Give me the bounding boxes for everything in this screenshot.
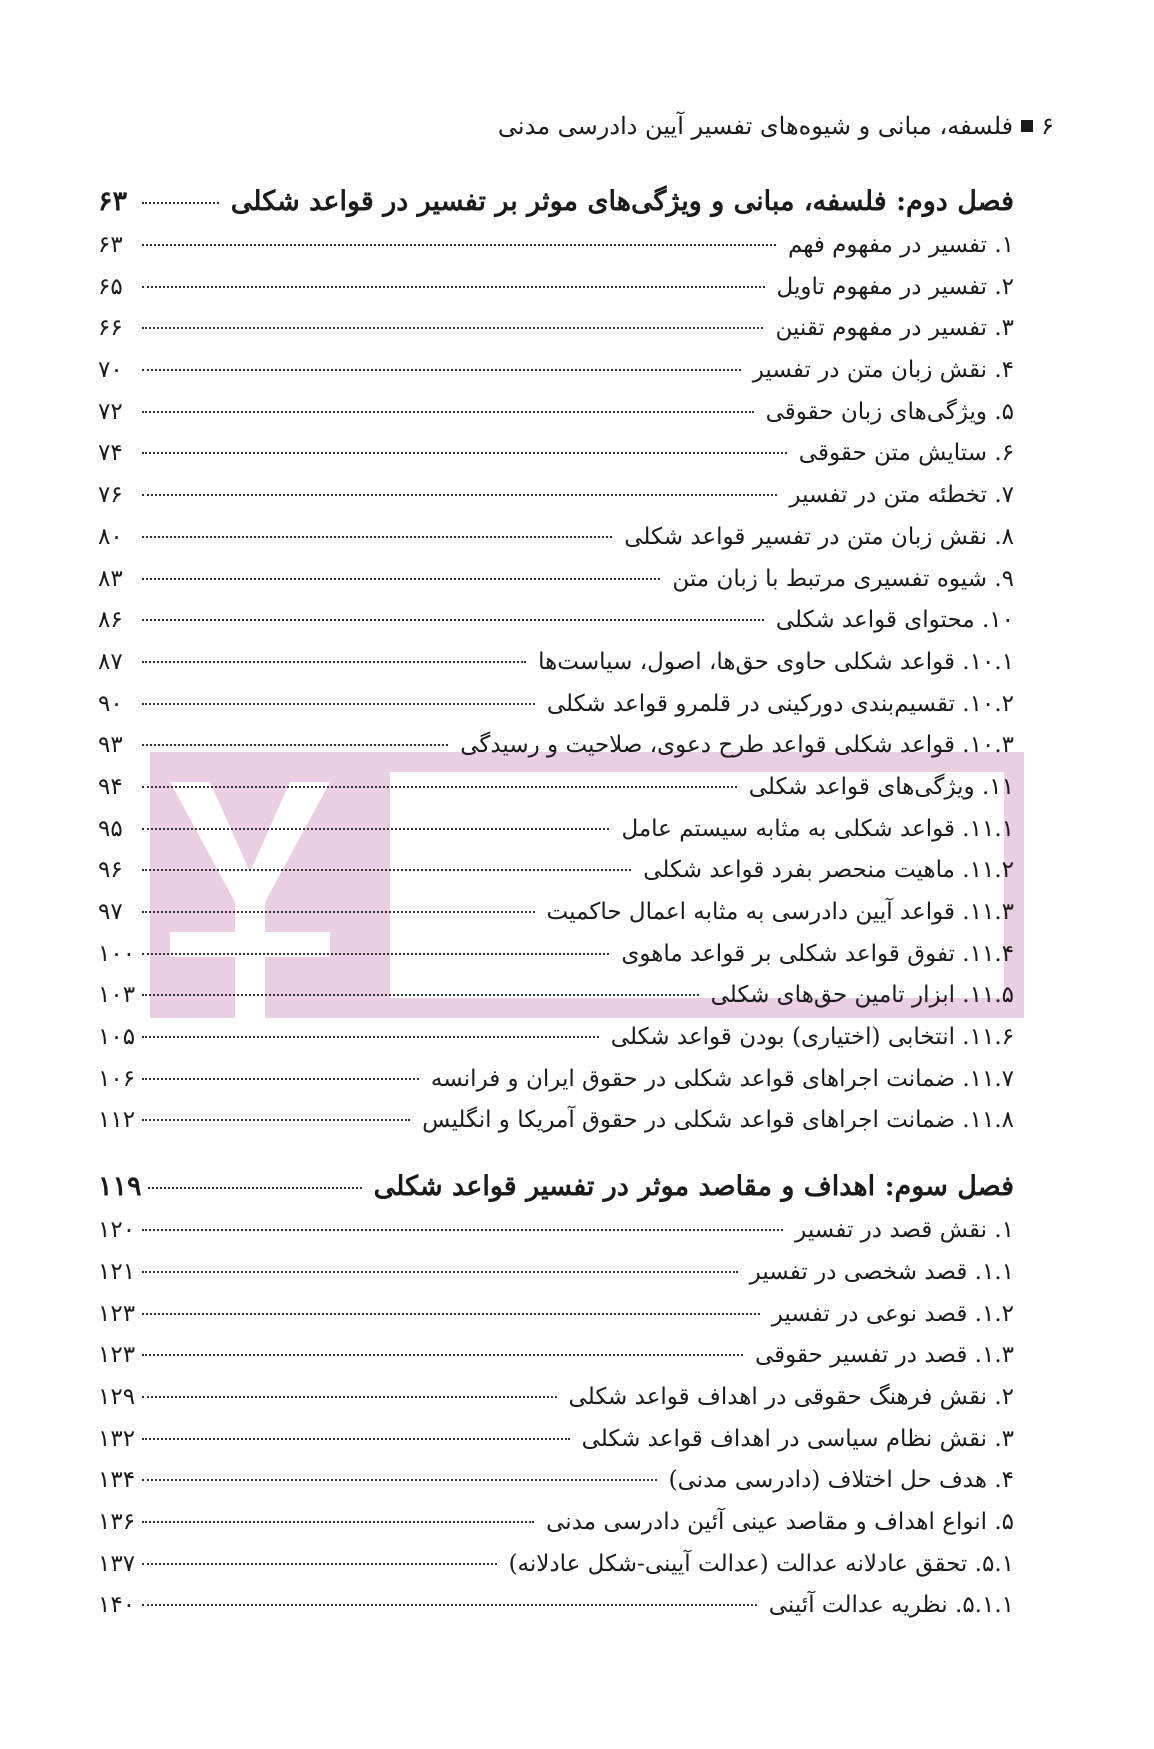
toc-entry-title: ۵. انواع اهداف و مقاصد عینی آئین دادرسی مدنی [546,1508,1014,1535]
toc-page-number: ۹۷ [98,899,123,925]
toc-page-number: ۶۳ [98,186,128,217]
toc-leader-dots [142,1438,570,1440]
toc-leader-dots [142,327,763,329]
toc-entry-title: ۵. ویژگی‌های زبان حقوقی [765,398,1014,425]
toc-leader-dots [142,786,737,788]
toc-entry-title: ۱.۱. قصد شخصی در تفسیر [749,1258,1014,1285]
toc-page-number: ۹۰ [98,690,123,717]
toc-entry-title: ۱.۳. قصد در تفسیر حقوقی [754,1342,1014,1369]
square-bullet-icon [1021,120,1033,132]
toc-entry [98,1426,1014,1468]
toc-entry-title: ۵.۱.۱. نظریه عدالت آئینی [768,1592,1014,1619]
toc-entry [98,732,1014,774]
toc-page-number: ۹۶ [98,857,123,884]
toc-entry-title: ۳. نقش نظام سیاسی در اهداف قواعد شکلی [581,1425,1014,1452]
toc-leader-dots [142,202,219,204]
toc-section-chapter-3 [98,1171,1014,1634]
toc-entry [98,482,1014,524]
toc-entry-title: ۲. نقش فرهنگ حقوقی در اهداف قواعد شکلی [568,1383,1014,1410]
toc-entry-title: ۱. تفسیر در مفهوم فهم [787,232,1014,258]
toc-entry-title: ۱.۲. قصد نوعی در تفسیر [771,1300,1014,1327]
toc-page-number: ۹۴ [98,773,123,800]
toc-leader-dots [142,911,535,913]
toc-leader-dots [142,744,448,746]
toc-section-chapter-2 [98,186,1014,1149]
toc-entry [98,1592,1014,1634]
toc-page-number: ۱۳۶ [98,1508,136,1535]
toc-page-number: ۱۰۳ [98,982,136,1009]
toc-leader-dots [142,703,535,705]
toc-entry [98,607,1014,649]
toc-entry [98,232,1014,274]
toc-entry-title: ۴. نقش زبان متن در تفسیر [752,357,1014,384]
toc-leader-dots [142,536,612,538]
toc-entry-title: ۱۰.۳. قواعد شکلی قواعد طرح دعوی، صلاحیت و رسیدگی [460,732,1014,759]
toc-page-number: ۸۳ [98,565,123,592]
toc-entry [98,1066,1014,1108]
toc-entry [98,1217,1014,1259]
toc-entry-title: ۱۰.۱. قواعد شکلی حاوی حق‌ها، اصول، سیاست‌ها [538,648,1014,675]
toc-entry [98,1342,1014,1384]
toc-leader-dots [142,1479,657,1481]
toc-leader-dots [142,1563,497,1565]
toc-entry-title: ۱۰. محتوای قواعد شکلی [775,607,1014,634]
toc-leader-dots [142,1521,534,1523]
toc-page-number: ۹۳ [98,732,123,759]
toc-leader-dots [142,869,631,871]
toc-page-number: ۸۶ [98,607,123,634]
toc-leader-dots [142,1119,410,1121]
toc-page-number: ۱۲۳ [98,1342,136,1369]
toc-page-number: ۸۷ [98,648,123,675]
toc-entry-title: ۵.۱. تحقق عادلانه عدالت (عدالت آیینی-شکل عادلانه) [508,1550,1014,1577]
toc-leader-dots [142,994,699,996]
toc-entry [98,774,1014,816]
toc-entry-title: ۲. تفسیر در مفهوم تاویل [776,273,1014,300]
toc-leader-dots [142,619,764,621]
toc-page-number: ۷۴ [98,440,123,467]
toc-entry-title: ۹. شیوه تفسیری مرتبط با زبان متن [672,565,1014,592]
toc-leader-dots [142,1604,757,1606]
toc-page-number: ۱۴۰ [98,1592,136,1619]
toc-entry-title: ۸. نقش زبان متن در تفسیر قواعد شکلی [624,523,1014,550]
toc-entry [98,399,1014,441]
toc-chapter-heading [98,186,1014,232]
toc-entry [98,1509,1014,1551]
toc-entry [98,566,1014,608]
toc-leader-dots [142,1036,599,1038]
toc-page-number: ۱۱۹ [98,1171,142,1203]
toc-page-number: ۷۶ [98,482,123,509]
toc-entry [98,691,1014,733]
toc-entry-title: ۱۱.۵. ابزار تامین حق‌های شکلی [710,982,1014,1009]
toc-leader-dots [142,452,787,454]
toc-page-number: ۸۰ [98,523,123,550]
toc-leader-dots [142,828,609,830]
toc-page-number: ۱۰۶ [98,1065,136,1092]
toc-page-number: ۱۲۹ [98,1383,136,1410]
toc-leader-dots [142,1313,760,1315]
toc-leader-dots [142,953,609,955]
toc-page-number: ۱۰۰ [98,940,136,967]
toc-entry-title: ۴. هدف حل اختلاف (دادرسی مدنی) [668,1467,1014,1494]
toc-entry [98,982,1014,1024]
toc-entry-title: ۱۱. ویژگی‌های قواعد شکلی [748,773,1014,800]
toc-leader-dots [142,578,660,580]
toc-chapter-heading [98,1171,1014,1217]
toc-page-number: ۱۰۵ [98,1024,136,1051]
toc-entry-title: ۱۰.۲. تقسیم‌بندی دورکینی در قلمرو قواعد شکلی [546,690,1014,717]
toc-leader-dots [142,494,777,496]
toc-page-number: ۱۲۳ [98,1300,136,1327]
toc-entry-title: ۱۱.۱. قواعد شکلی به مثابه سیستم عامل [621,815,1014,842]
toc-entry [98,1024,1014,1066]
toc-entry-title: ۷. تخطئه متن در تفسیر [789,482,1014,509]
toc-page-number: ۱۳۲ [98,1425,136,1452]
toc-entry-title: ۱۱.۳. قواعد آیین دادرسی به مثابه اعمال حاکمیت [546,899,1014,925]
toc-page-number: ۱۲۰ [98,1217,136,1244]
toc-entry-title: ۱۱.۶. انتخابی (اختیاری) بودن قواعد شکلی [610,1024,1014,1051]
header-page-number: ۶ [1041,112,1054,140]
toc-entry-title: ۱۱.۸. ضمانت اجراهای قواعد شکلی در حقوق آمریکا و انگلیس [422,1107,1014,1134]
toc-leader-dots [148,1187,362,1189]
toc-entry [98,1384,1014,1426]
toc-entry-title: ۱۱.۲. ماهیت منحصر بفرد قواعد شکلی [643,857,1014,884]
toc-entry-title: ۳. تفسیر در مفهوم تقنین [775,315,1014,342]
toc-entry [98,816,1014,858]
toc-chapter-title: فصل سوم: اهداف و مقاصد موثر در تفسیر قواعد شکلی [373,1171,1014,1203]
toc-entry [98,857,1014,899]
toc-chapter-title: فصل دوم: فلسفه، مبانی و ویژگی‌های موثر بر تفسیر در قواعد شکلی [230,186,1014,217]
toc-page-number: ۱۲۱ [98,1258,136,1285]
toc-page-number: ۹۵ [98,815,123,842]
toc-entry [98,899,1014,941]
toc-entry [98,941,1014,983]
toc-entry [98,1467,1014,1509]
header-title: فلسفه، مبانی و شیوه‌های تفسیر آیین دادرسی مدنی [497,112,1014,140]
toc-entry [98,357,1014,399]
toc-entry-title: ۱۱.۷. ضمانت اجراهای قواعد شکلی در حقوق ایران و فرانسه [430,1065,1014,1092]
toc-entry [98,315,1014,357]
toc-entry-title: ۱۱.۴. تفوق قواعد شکلی بر قواعد ماهوی [621,940,1014,967]
toc-leader-dots [142,1396,557,1398]
toc-page-number: ۶۵ [98,273,123,300]
toc-page-number: ۱۱۲ [98,1107,136,1134]
toc-page-number: ۷۰ [98,357,123,384]
toc-leader-dots [142,286,765,288]
toc-leader-dots [142,411,754,413]
toc-page-number: ۶۳ [98,232,123,258]
toc-page-number: ۱۳۷ [98,1550,136,1577]
running-header [354,112,1054,140]
toc-leader-dots [142,244,776,246]
toc-entry [98,440,1014,482]
toc-entry [98,1259,1014,1301]
toc-page-number: ۷۲ [98,398,123,425]
toc-entry [98,1107,1014,1149]
toc-page-number: ۶۶ [98,315,123,342]
toc-leader-dots [142,661,526,663]
table-of-contents [98,186,1014,1656]
toc-leader-dots [142,1078,419,1080]
toc-entry [98,274,1014,316]
toc-leader-dots [142,369,741,371]
toc-leader-dots [142,1229,783,1231]
toc-entry [98,649,1014,691]
toc-leader-dots [142,1354,743,1356]
toc-entry-title: ۱. نقش قصد در تفسیر [795,1217,1014,1244]
toc-entry-title: ۶. ستایش متن حقوقی [798,440,1014,467]
toc-entry [98,1301,1014,1343]
toc-page-number: ۱۳۴ [98,1467,136,1494]
toc-leader-dots [142,1271,738,1273]
toc-entry [98,524,1014,566]
toc-entry [98,1551,1014,1593]
